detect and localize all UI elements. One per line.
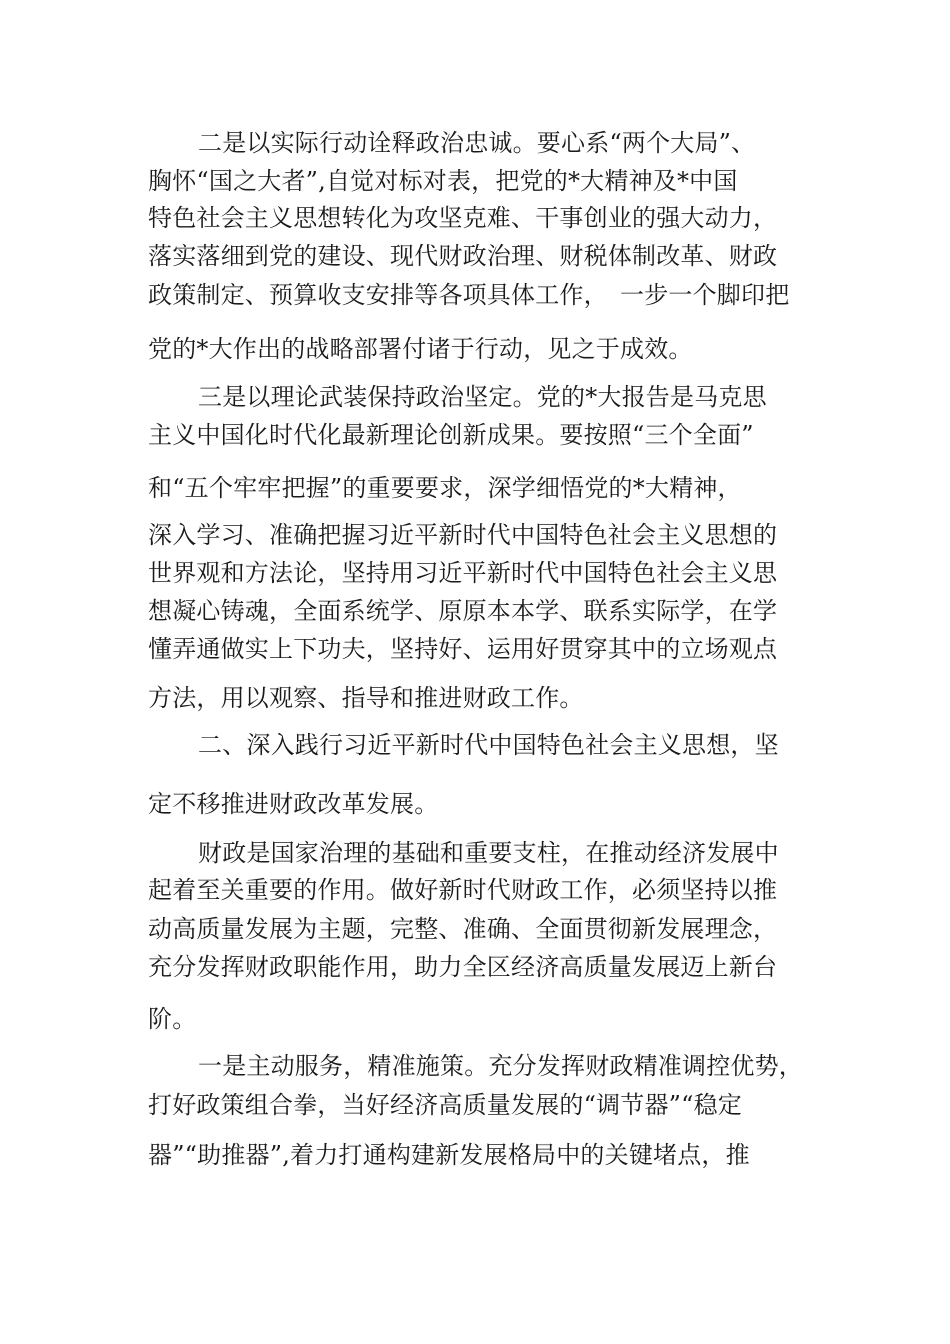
paragraph-3-line-5: 阶。 (148, 1005, 197, 1033)
paragraph-3-line-1: 财政是国家治理的基础和重要支柱，在推动经济发展中 (198, 839, 779, 867)
paragraph-2-line-6: 想凝心铸魂，全面系统学、原原本本学、联系实际学，在学 (148, 597, 778, 625)
section-heading-line-1: 二、深入践行习近平新时代中国特色社会主义思想，坚 (198, 731, 779, 759)
paragraph-4-line-1: 一是主动服务，精准施策。充分发挥财政精准调控优势， (198, 1052, 803, 1080)
paragraph-1-line-3: 特色社会主义思想转化为攻坚克难、干事创业的强大动力， (148, 204, 778, 232)
paragraph-4-line-2: 打好政策组合拳，当好经济高质量发展的“调节器”“稳定 (148, 1091, 743, 1119)
paragraph-1-line-5: 政策制定、预算收支安排等各项具体工作， 一步一个脚印把 (148, 281, 790, 309)
section-heading-line-2: 定不移推进财政改革发展。 (148, 790, 439, 818)
paragraph-2-line-1: 三是以理论武装保持政治坚定。党的*大报告是马克思 (198, 383, 767, 411)
paragraph-2-line-7: 懂弄通做实上下功夫，坚持好、运用好贯穿其中的立场观点 (148, 635, 778, 663)
paragraph-2-line-4: 深入学习、准确把握习近平新时代中国特色社会主义思想的 (148, 521, 778, 549)
paragraph-1-line-4: 落实落细到党的建设、现代财政治理、财税体制改革、财政 (148, 242, 778, 270)
paragraph-1-line-1: 二是以实际行动诠释政治忠诚。要心系“两个大局”、 (198, 129, 756, 157)
paragraph-2-line-3: 和“五个牢牢把握”的重要要求，深学细悟党的*大精神， (148, 474, 742, 502)
paragraph-4-line-3: 器”“助推器”,着力打通构建新发展格局中的关键堵点，推 (148, 1141, 750, 1169)
paragraph-3-line-4: 充分发挥财政职能作用，助力全区经济高质量发展迈上新台 (148, 953, 778, 981)
paragraph-2-line-5: 世界观和方法论，坚持用习近平新时代中国特色社会主义思 (148, 559, 778, 587)
paragraph-2-line-2: 主义中国化时代化最新理论创新成果。要按照“三个全面” (148, 421, 754, 449)
paragraph-1-line-6: 党的*大作出的战略部署付诸于行动，见之于成效。 (148, 335, 693, 363)
paragraph-2-line-8: 方法，用以观察、指导和推进财政工作。 (148, 684, 584, 712)
paragraph-3-line-3: 动高质量发展为主题，完整、准确、全面贯彻新发展理念， (148, 915, 778, 943)
paragraph-1-line-2: 胸怀“国之大者”,自觉对标对表，把党的*大精神及*中国 (148, 167, 738, 195)
paragraph-3-line-2: 起着至关重要的作用。做好新时代财政工作，必须坚持以推 (148, 876, 778, 904)
